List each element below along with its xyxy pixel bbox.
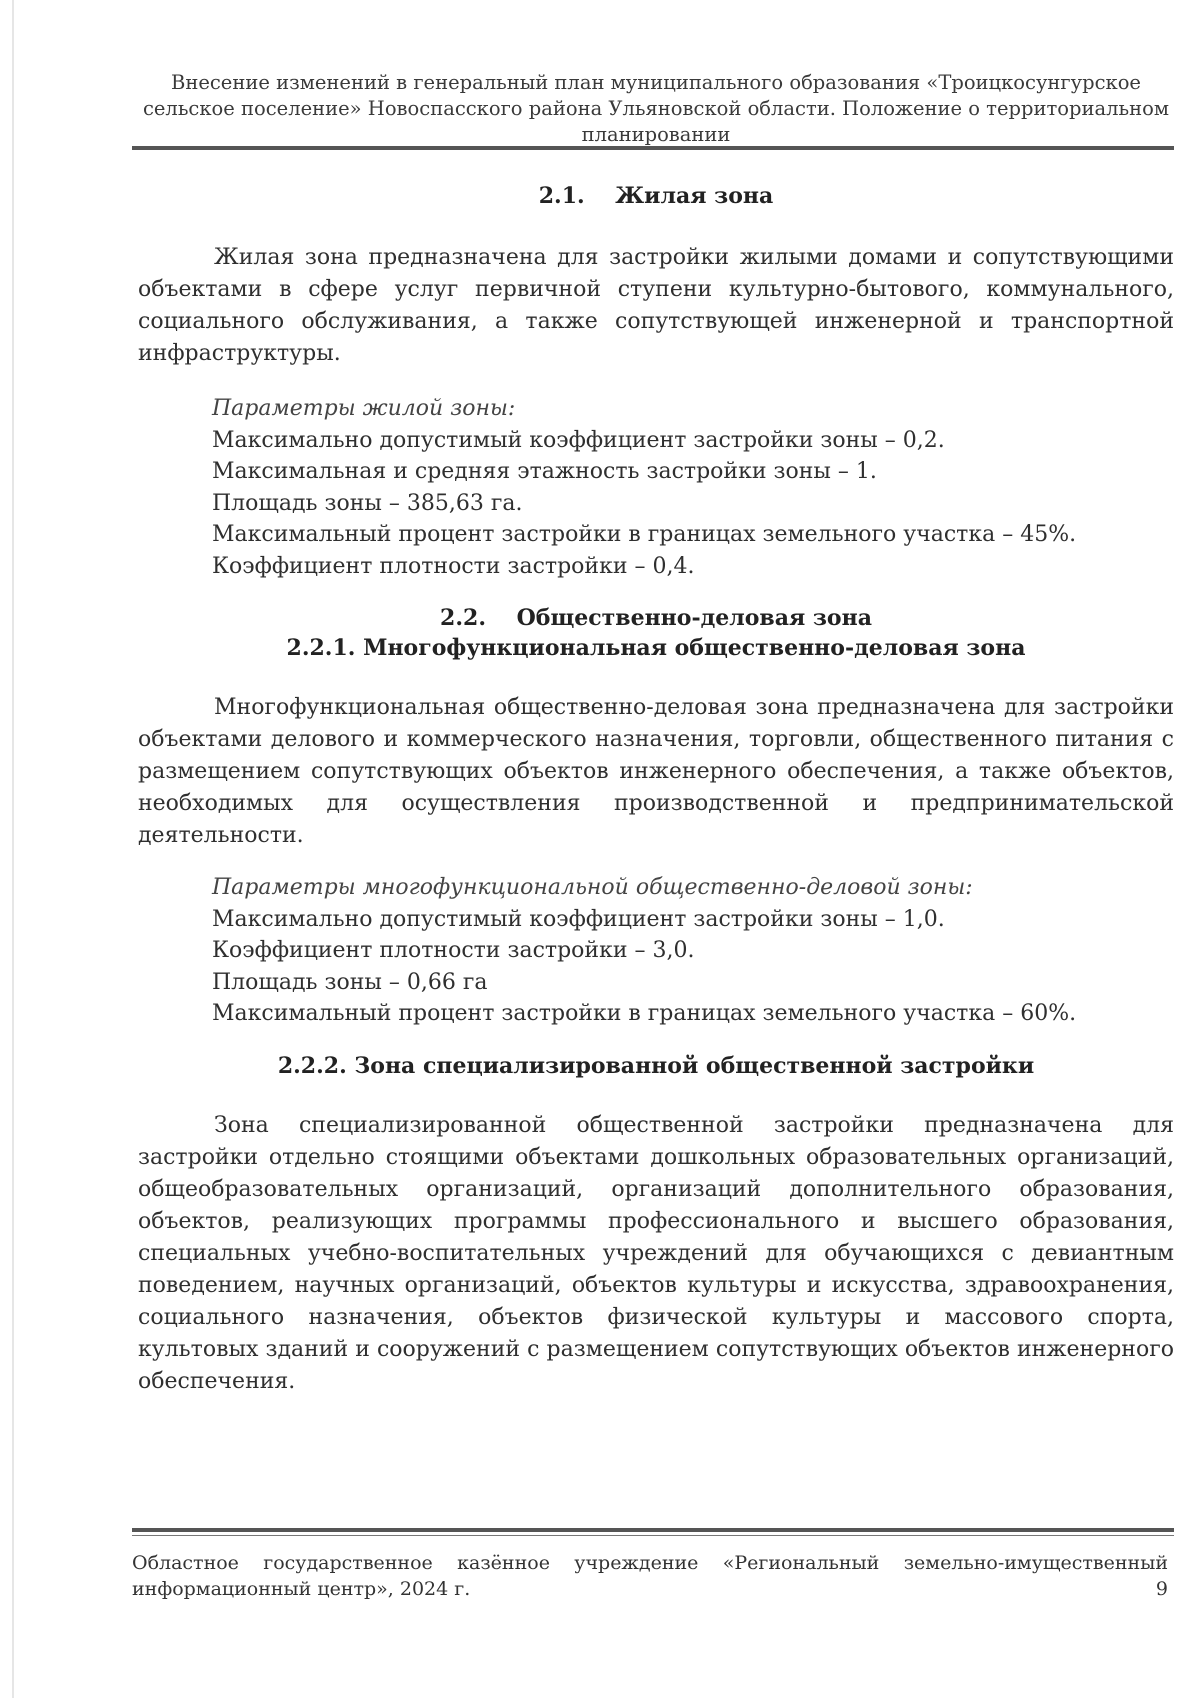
section-2-2-2-heading: 2.2.2. Зона специализированной общественной застройки xyxy=(277,1053,1035,1079)
param-line: Максимально допустимый коэффициент застройки зоны – 0,2. xyxy=(212,427,945,453)
section-2-1-text: Жилая зона предназначена для застройки жилыми домами и сопутствующими объектами в сфере услуг первичной ступени культурно-бытового, коммунального, социального обслуживания, а также сопутствующей инженерной и транспортной инфраструктуры. xyxy=(138,245,1174,366)
params-label: Параметры жилой зоны: xyxy=(212,396,516,421)
param-line: Коэффициент плотности застройки – 3,0. xyxy=(212,938,695,963)
param-line: Максимальный процент застройки в границах земельного участка – 45%. xyxy=(212,522,1077,547)
section-2-2-2-text: Зона специализированной общественной застройки предназначена для застройки отдельно стоящими объектами дошкольных образовательных организаций, общеобразовательных организаций, организаций дополнительного образования, объектов, реализующих программы профессионального и высшего образования, специальных учебно-воспитательных учреждений для обучающихся с девиантным поведением, научных организаций, объектов культуры и искусства, здравоохранения, социального назначения, объектов физической культуры и массового спорта, культовых зданий и сооружений с размещением сопутствующих объектов инженерного обеспечения. xyxy=(138,1113,1174,1394)
section-2-2-1-body xyxy=(138,692,1174,852)
section-2-1-params xyxy=(212,393,1152,582)
header-rule xyxy=(132,146,1174,150)
footer-rule-thin xyxy=(132,1535,1174,1536)
section-2-1-body xyxy=(138,242,1174,370)
running-header: Внесение изменений в генеральный план муниципального образования «Троицкосунгурское сельское поселение» Новоспасского района Ульяновской области. Положение о территориальном планировании xyxy=(142,71,1170,146)
section-2-2-heading: 2.2. Общественно-деловая зона xyxy=(440,605,872,631)
section-2-2-1-params xyxy=(212,872,1152,1030)
running-footer xyxy=(132,1550,1168,1602)
param-line: Коэффициент плотности застройки – 0,4. xyxy=(212,553,695,579)
page-number: 9 xyxy=(1155,1578,1168,1600)
section-2-2-1-text: Многофункциональная общественно-деловая зона предназначена для застройки объектами делового и коммерческого назначения, торговли, общественного питания с размещением сопутствующих объектов инженерного обеспечения, а также объектов, необходимых для осуществления производственной и предпринимательской деятельности. xyxy=(138,695,1174,848)
param-line: Площадь зоны – 0,66 га xyxy=(212,969,488,995)
param-line: Максимальный процент застройки в границах земельного участка – 60%. xyxy=(212,1001,1077,1026)
param-line: Площадь зоны – 385,63 га. xyxy=(212,490,523,516)
footer-line-1: Областное государственное казённое учреждение «Региональный земельно-имущественный xyxy=(132,1552,1168,1574)
footer-line-2: информационный центр», 2024 г. xyxy=(132,1578,471,1600)
section-2-1-heading: 2.1. Жилая зона xyxy=(538,183,774,209)
param-line: Максимально допустимый коэффициент застройки зоны – 1,0. xyxy=(212,906,945,932)
params-label: Параметры многофункциональной общественно-деловой зоны: xyxy=(212,875,973,900)
param-line: Максимальная и средняя этажность застройки зоны – 1. xyxy=(212,459,877,484)
section-2-2-1-heading: 2.2.1. Многофункциональная общественно-деловая зона xyxy=(286,635,1026,661)
footer-rule xyxy=(132,1528,1174,1532)
section-2-2-2-body xyxy=(138,1110,1174,1398)
scan-edge xyxy=(12,0,14,1698)
